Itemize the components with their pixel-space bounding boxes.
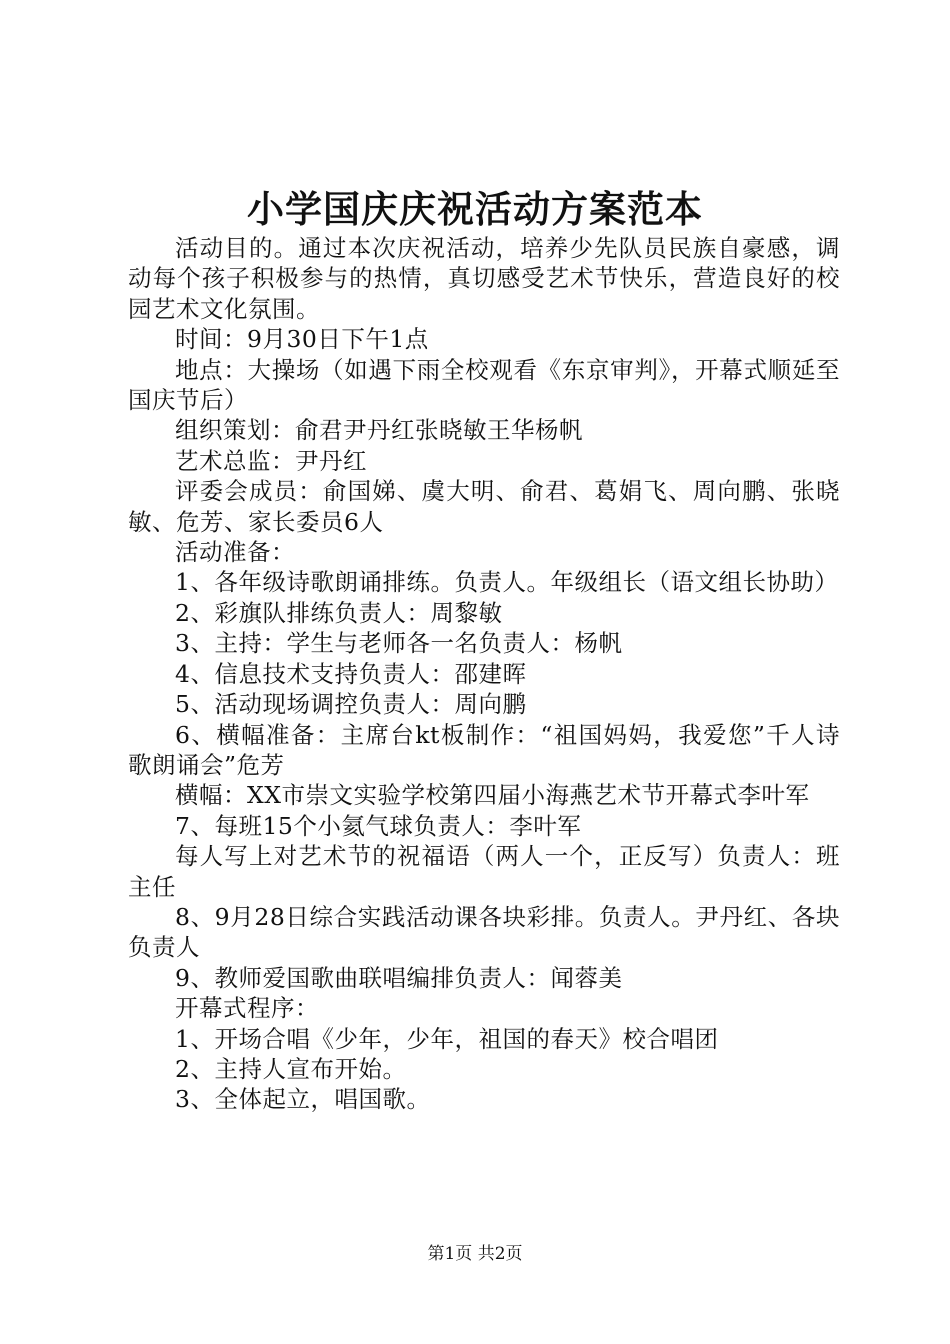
- paragraph: 3、主持：学生与老师各一名负责人：杨帆: [175, 629, 623, 658]
- paragraph: 横幅：XX市崇文实验学校第四届小海燕艺术节开幕式李叶军: [175, 781, 810, 810]
- paragraph: 每人写上对艺术节的祝福语（两人一个，正反写）负责人：班主任: [128, 842, 840, 901]
- paragraph: 3、全体起立，唱国歌。: [175, 1085, 431, 1114]
- paragraph: 地点：大操场（如遇下雨全校观看《东京审判》，开幕式顺延至国庆节后）: [128, 355, 840, 415]
- paragraph: 2、主持人宣布开始。: [175, 1054, 407, 1083]
- paragraph: 活动目的。通过本次庆祝活动，培养少先队员民族自豪感，调动每个孩子积极参与的热情，真切感受艺术节快乐，营造良好的校园艺术文化氛围。: [128, 234, 840, 323]
- paragraph: 8、9月28日综合实践活动课各块彩排。负责人。尹丹红、各块负责人: [128, 902, 840, 962]
- page-footer: 第1页 共2页: [427, 1244, 523, 1264]
- document-title: 小学国庆庆祝活动方案范本: [247, 187, 703, 231]
- paragraph: 艺术总监：尹丹红: [175, 446, 367, 475]
- paragraph: 活动准备：: [175, 538, 295, 567]
- paragraph: 7、每班15个小氦气球负责人：李叶军: [175, 811, 582, 840]
- paragraph: 组织策划：俞君尹丹红张晓敏王华杨帆: [175, 416, 583, 445]
- paragraph: 4、信息技术支持负责人：邵建晖: [175, 659, 527, 688]
- paragraph: 评委会成员：俞国娣、虞大明、俞君、葛娟飞、周向鹏、张晓敏、危芳、家长委员6人: [128, 477, 840, 536]
- paragraph: 开幕式程序：: [175, 994, 319, 1023]
- paragraph: 1、开场合唱《少年，少年，祖国的春天》校合唱团: [175, 1024, 719, 1053]
- paragraph: 时间：9月30日下午1点: [175, 325, 429, 354]
- paragraph: 5、活动现场调控负责人：周向鹏: [175, 690, 527, 719]
- paragraph: 6、横幅准备：主席台kt板制作：“祖国妈妈，我爱您”千人诗歌朗诵会”危芳: [128, 720, 840, 779]
- paragraph: 2、彩旗队排练负责人：周黎敏: [175, 598, 503, 627]
- paragraph: 1、各年级诗歌朗诵排练。负责人。年级组长（语文组长协助）: [175, 568, 839, 597]
- paragraph: 9、教师爱国歌曲联唱编排负责人：闻蓉美: [175, 963, 623, 992]
- document-body: [128, 233, 840, 1115]
